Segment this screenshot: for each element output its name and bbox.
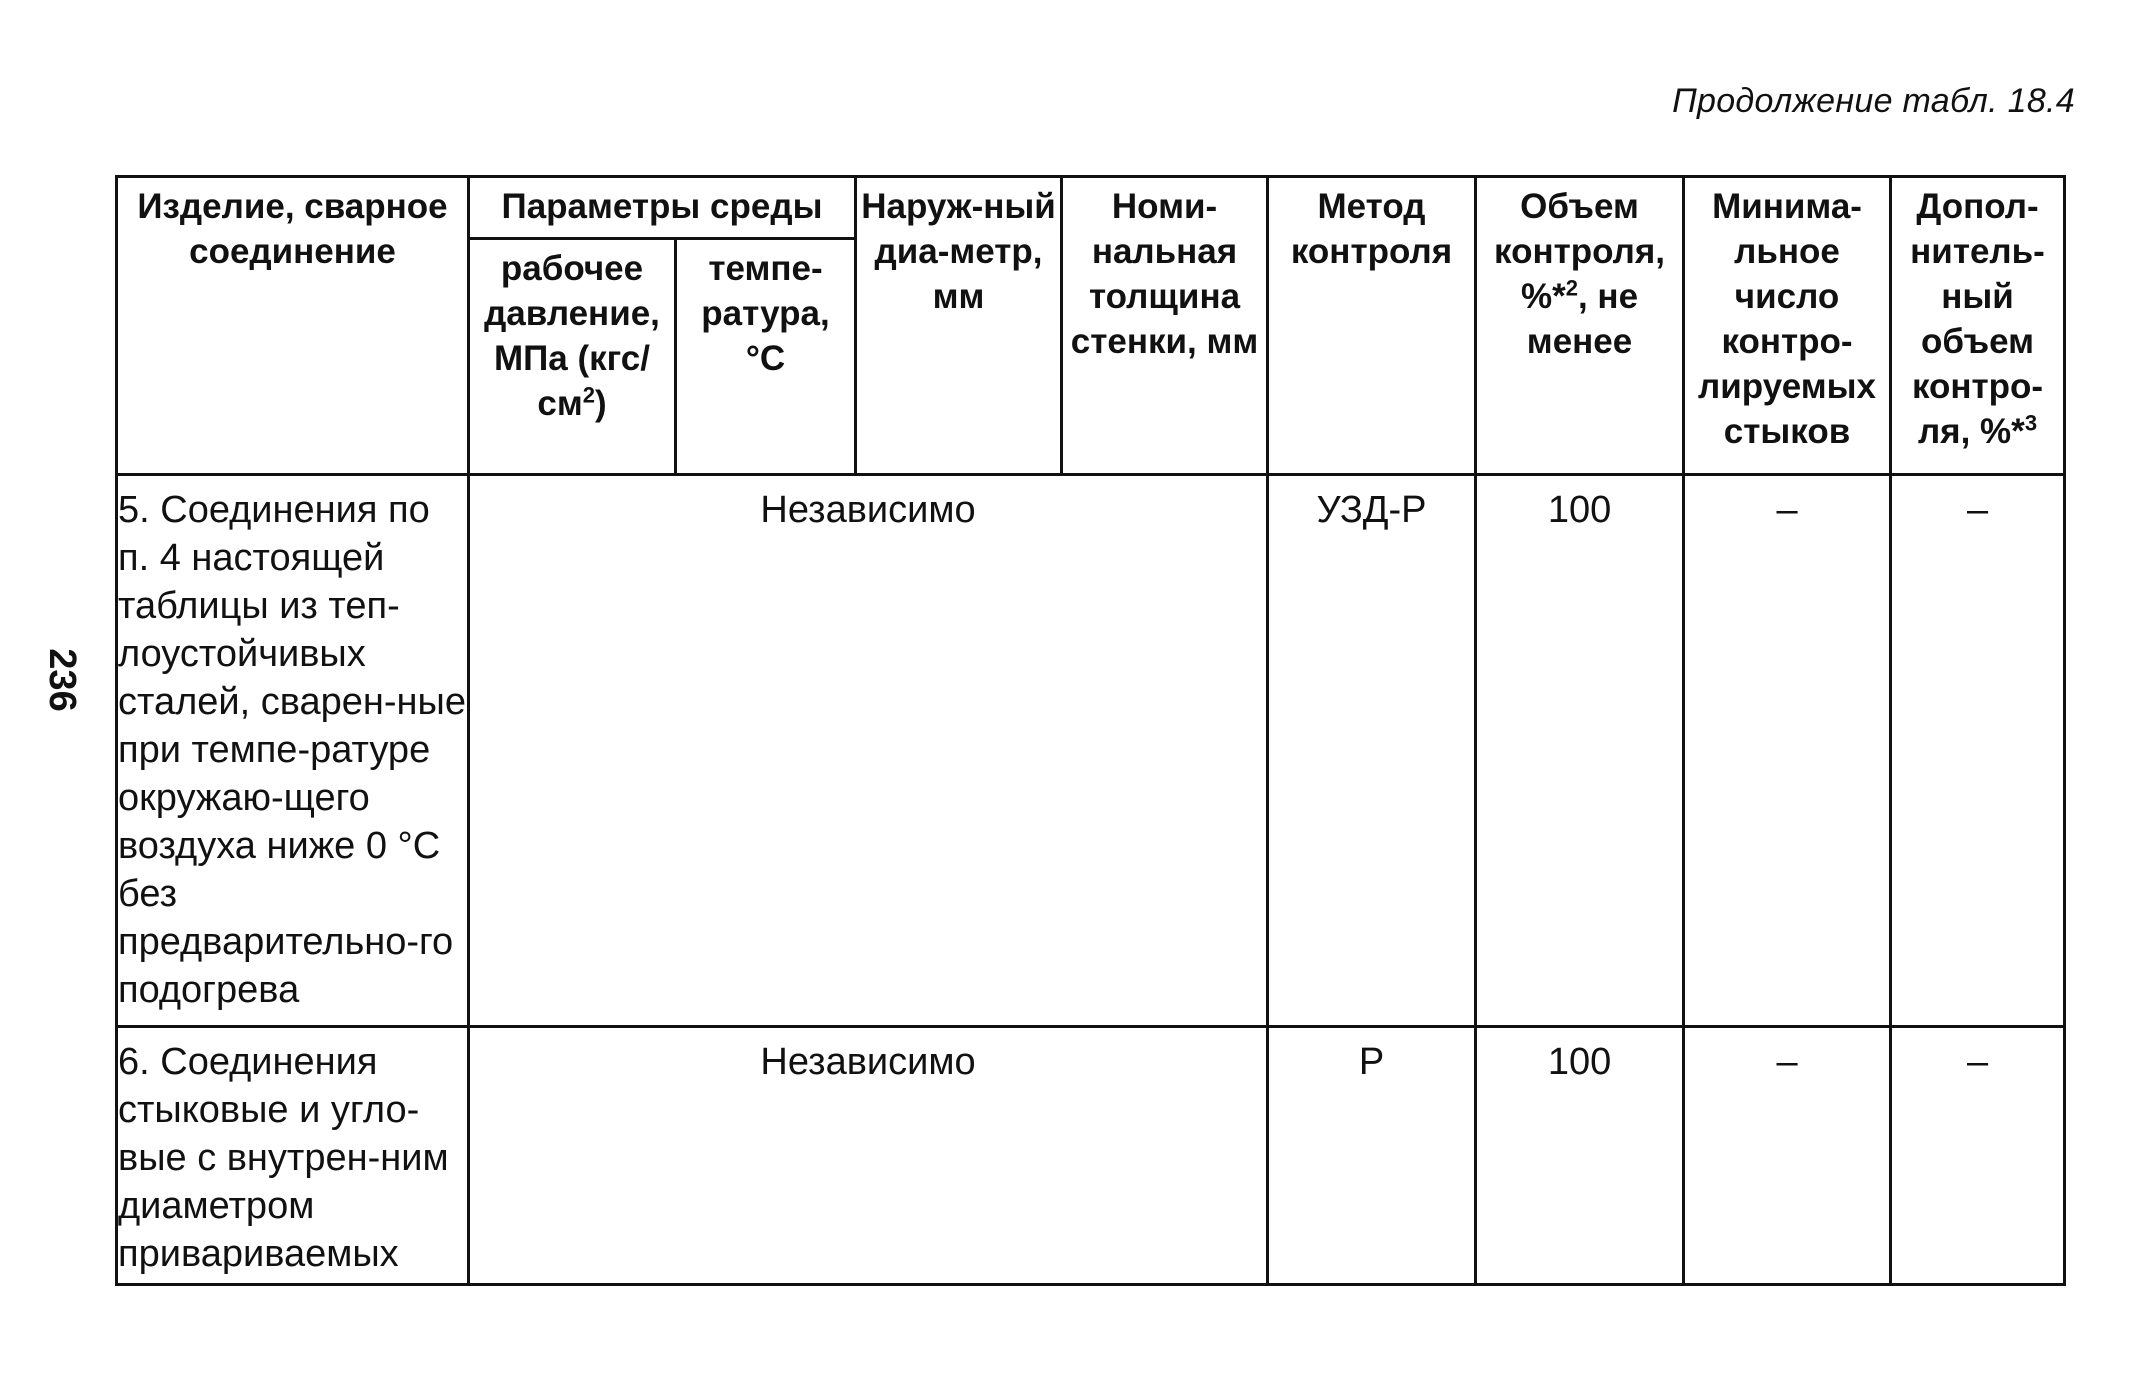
header-item-label: Изделие, сварное соединение <box>137 187 448 271</box>
row-6-min-joints: – <box>1684 1027 1891 1285</box>
header-temperature <box>676 239 856 475</box>
header-additional <box>1891 177 2065 475</box>
header-pressure <box>469 239 676 475</box>
header-volume-footnote: 2 <box>1565 275 1578 301</box>
row-6-params: Независимо <box>469 1027 1268 1285</box>
table-row <box>117 1027 2065 1285</box>
header-min-joints <box>1684 177 1891 475</box>
header-method-label: Метод контроля <box>1290 187 1453 271</box>
header-env-params <box>469 177 856 239</box>
row-5-method: УЗД-Р <box>1268 475 1476 1027</box>
header-env-params-label: Параметры среды <box>501 187 823 226</box>
header-pressure-label-end: ) <box>594 384 607 423</box>
header-volume-label: Объем контроля, %* <box>1494 187 1665 316</box>
inspection-table <box>115 175 2066 1286</box>
header-additional-label: Допол-нитель-ный объем контро-ля, %* <box>1910 187 2045 451</box>
row-5-volume: 100 <box>1476 475 1684 1027</box>
table-row <box>117 475 2065 1027</box>
header-wall-thickness <box>1062 177 1268 475</box>
table-continuation-caption: Продолжение табл. 18.4 <box>1672 82 2075 120</box>
row-5-params: Независимо <box>469 475 1268 1027</box>
row-6-method: Р <box>1268 1027 1476 1285</box>
header-volume <box>1476 177 1684 475</box>
row-5-item: 5. Соединения по п. 4 настоящей таблицы из теп-лоустойчивых сталей, сварен-ные при темпе-ратуре окружаю-щего воздуха ниже 0 °С без предварительно-го подогрева <box>117 475 469 1027</box>
row-6-item: 6. Соединения стыковые и угло-вые с внутрен-ним диаметром привариваемых <box>117 1027 469 1285</box>
header-pressure-unit-exponent: 2 <box>582 382 595 408</box>
header-outer-diameter <box>856 177 1062 475</box>
header-method <box>1268 177 1476 475</box>
row-5-additional: – <box>1891 475 2065 1027</box>
page-number: 236 <box>41 648 83 712</box>
header-min-joints-label: Минима-льное число контро-лируемых стыков <box>1698 187 1876 451</box>
row-6-volume: 100 <box>1476 1027 1684 1285</box>
header-outer-diameter-label: Наруж-ный диа-метр, мм <box>861 187 1056 316</box>
header-temperature-label: темпе-ратура, °С <box>701 249 830 378</box>
header-pressure-label: рабочее давление, МПа (кгс/см <box>484 249 660 423</box>
header-wall-thickness-label: Номи-нальная толщина стенки, мм <box>1070 187 1259 361</box>
row-6-additional: – <box>1891 1027 2065 1285</box>
row-5-min-joints: – <box>1684 475 1891 1027</box>
header-volume-label-end: , не менее <box>1526 277 1639 361</box>
header-item <box>117 177 469 475</box>
header-additional-footnote: 3 <box>2024 410 2038 436</box>
